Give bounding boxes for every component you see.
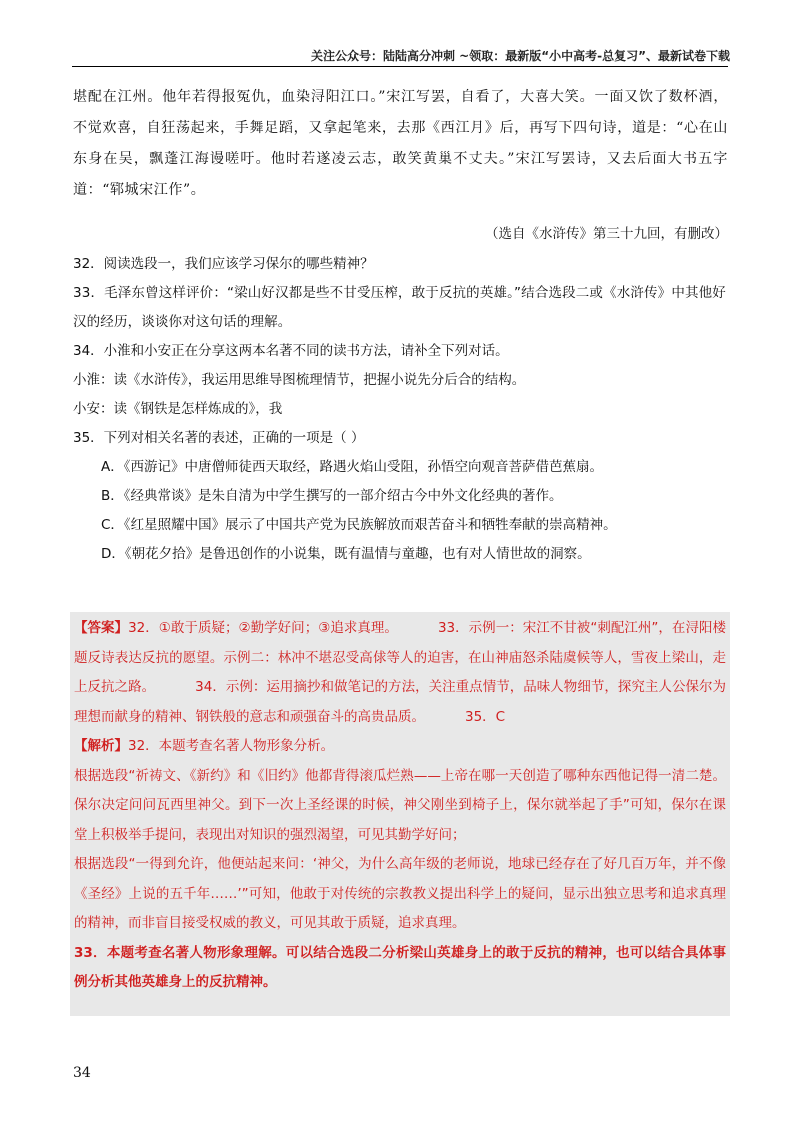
analysis-paragraph-1: 根据选段“祈祷文、《新约》和《旧约》他都背得滚瓜烂熟——上帝在哪一天创造了哪种东西他记得一清二楚。保尔决定问问瓦西里神父。到下一次上圣经课的时候，神父刚坐到椅子上，保尔就举起了手”可知，保尔在课堂上积极举手提问，表现出对知识的强烈渴望，可见其勤学好问；: [74, 767, 726, 843]
answer-34: 34．示例：运用摘抄和做笔记的方法，关注重点情节，品味人物细节，探究主人公保尔为理想而献身的精神、钢铁般的意志和顽强奋斗的高贵品质。: [74, 679, 727, 725]
analysis-heading: [74, 732, 726, 762]
question-32: 32．阅读选段一，我们应该学习保尔的哪些精神？: [73, 256, 374, 272]
answer-block: [74, 614, 726, 732]
question-34: 34．小淮和小安正在分享这两本名著不同的读书方法，请补全下列对话。: [73, 343, 509, 359]
question-34-xiaoan: 小安：读《钢铁是怎样炼成的》，我: [73, 401, 283, 417]
question-33: 33．毛泽东曾这样评价：“梁山好汉都是些不甘受压榨，敢于反抗的英雄。”结合选段二或《水浒传》中其他好汉的经历，谈谈你对这句话的理解。: [73, 285, 726, 330]
answer-35: 35．C: [465, 708, 506, 725]
option-a: A．《西游记》中唐僧师徒西天取经，路遇火焰山受阻，孙悟空向观音菩萨借芭蕉扇。: [101, 459, 603, 475]
passage-text: 堪配在江州。他年若得报冤仇，血染浔阳江口。”宋江写罢，自看了，大喜大笑。一面又饮了数杯酒，不觉欢喜，自狂荡起来，手舞足蹈，又拿起笔来，去那《西江月》后，再写下四句诗，道是：“心在山东身在吴，飘蓬江海谩嗟吁。他时若遂凌云志，敢笑黄巢不丈夫。”宋江写罢诗，又去后面大书五字道：“郓城宋江作”。: [73, 89, 728, 198]
analysis-tag: 【解析】: [74, 738, 128, 754]
header-note: 关注公众号：陆陆高分冲刺 ~领取：最新版“小中高考-总复习”、最新试卷下载: [311, 49, 730, 63]
analysis-32-intro: 32．本题考查名著人物形象分析。: [128, 738, 335, 754]
option-b: B．《经典常谈》是朱自清为中学生撰写的一部介绍古今中外文化经典的著作。: [101, 488, 563, 504]
page-number: 34: [73, 1065, 91, 1081]
passage-source: （选自《水浒传》第三十九回，有删改）: [485, 226, 728, 242]
analysis-33: 33．本题考查名著人物形象理解。可以结合选段二分析梁山英雄身上的敢于反抗的精神，也可以结合具体事例分析其他英雄身上的反抗精神。: [74, 944, 726, 990]
answer-33: 33．示例一：宋江不甘被“刺配江州”，在浔阳楼题反诗表达反抗的愿望。示例二：林冲不堪忍受高俅等人的迫害，在山神庙怒杀陆虞候等人，雪夜上梁山，走上反抗之路。: [74, 620, 726, 695]
answer-32: 32．①敢于质疑；②勤学好问；③追求真理。: [128, 620, 398, 636]
header-divider: [72, 66, 728, 67]
answer-content: [74, 614, 726, 998]
answer-tag: 【答案】: [74, 620, 129, 636]
analysis-paragraph-2: 根据选段“一得到允许，他便站起来问：‘神父，为什么高年级的老师说，地球已经存在了好几百万年，并不像《圣经》上说的五千年……’”可知，他敢于对传统的宗教教义提出科学上的疑问，显示出独立思考和追求真理的精神，而非盲目接受权威的教义，可见其敢于质疑，追求真理。: [74, 856, 726, 931]
question-35: 35．下列对相关名著的表述，正确的一项是（ ）: [73, 430, 365, 446]
question-34-xiaohuai: 小淮：读《水浒传》，我运用思维导图梳理情节，把握小说先分后合的结构。: [73, 372, 526, 388]
questions-section: [73, 250, 733, 569]
option-c: C．《红星照耀中国》展示了中国共产党为民族解放而艰苦奋斗和牺牲奉献的崇高精神。: [101, 517, 617, 533]
option-d: D．《朝花夕拾》是鲁迅创作的小说集，既有温情与童趣，也有对人情世故的洞察。: [101, 546, 591, 562]
